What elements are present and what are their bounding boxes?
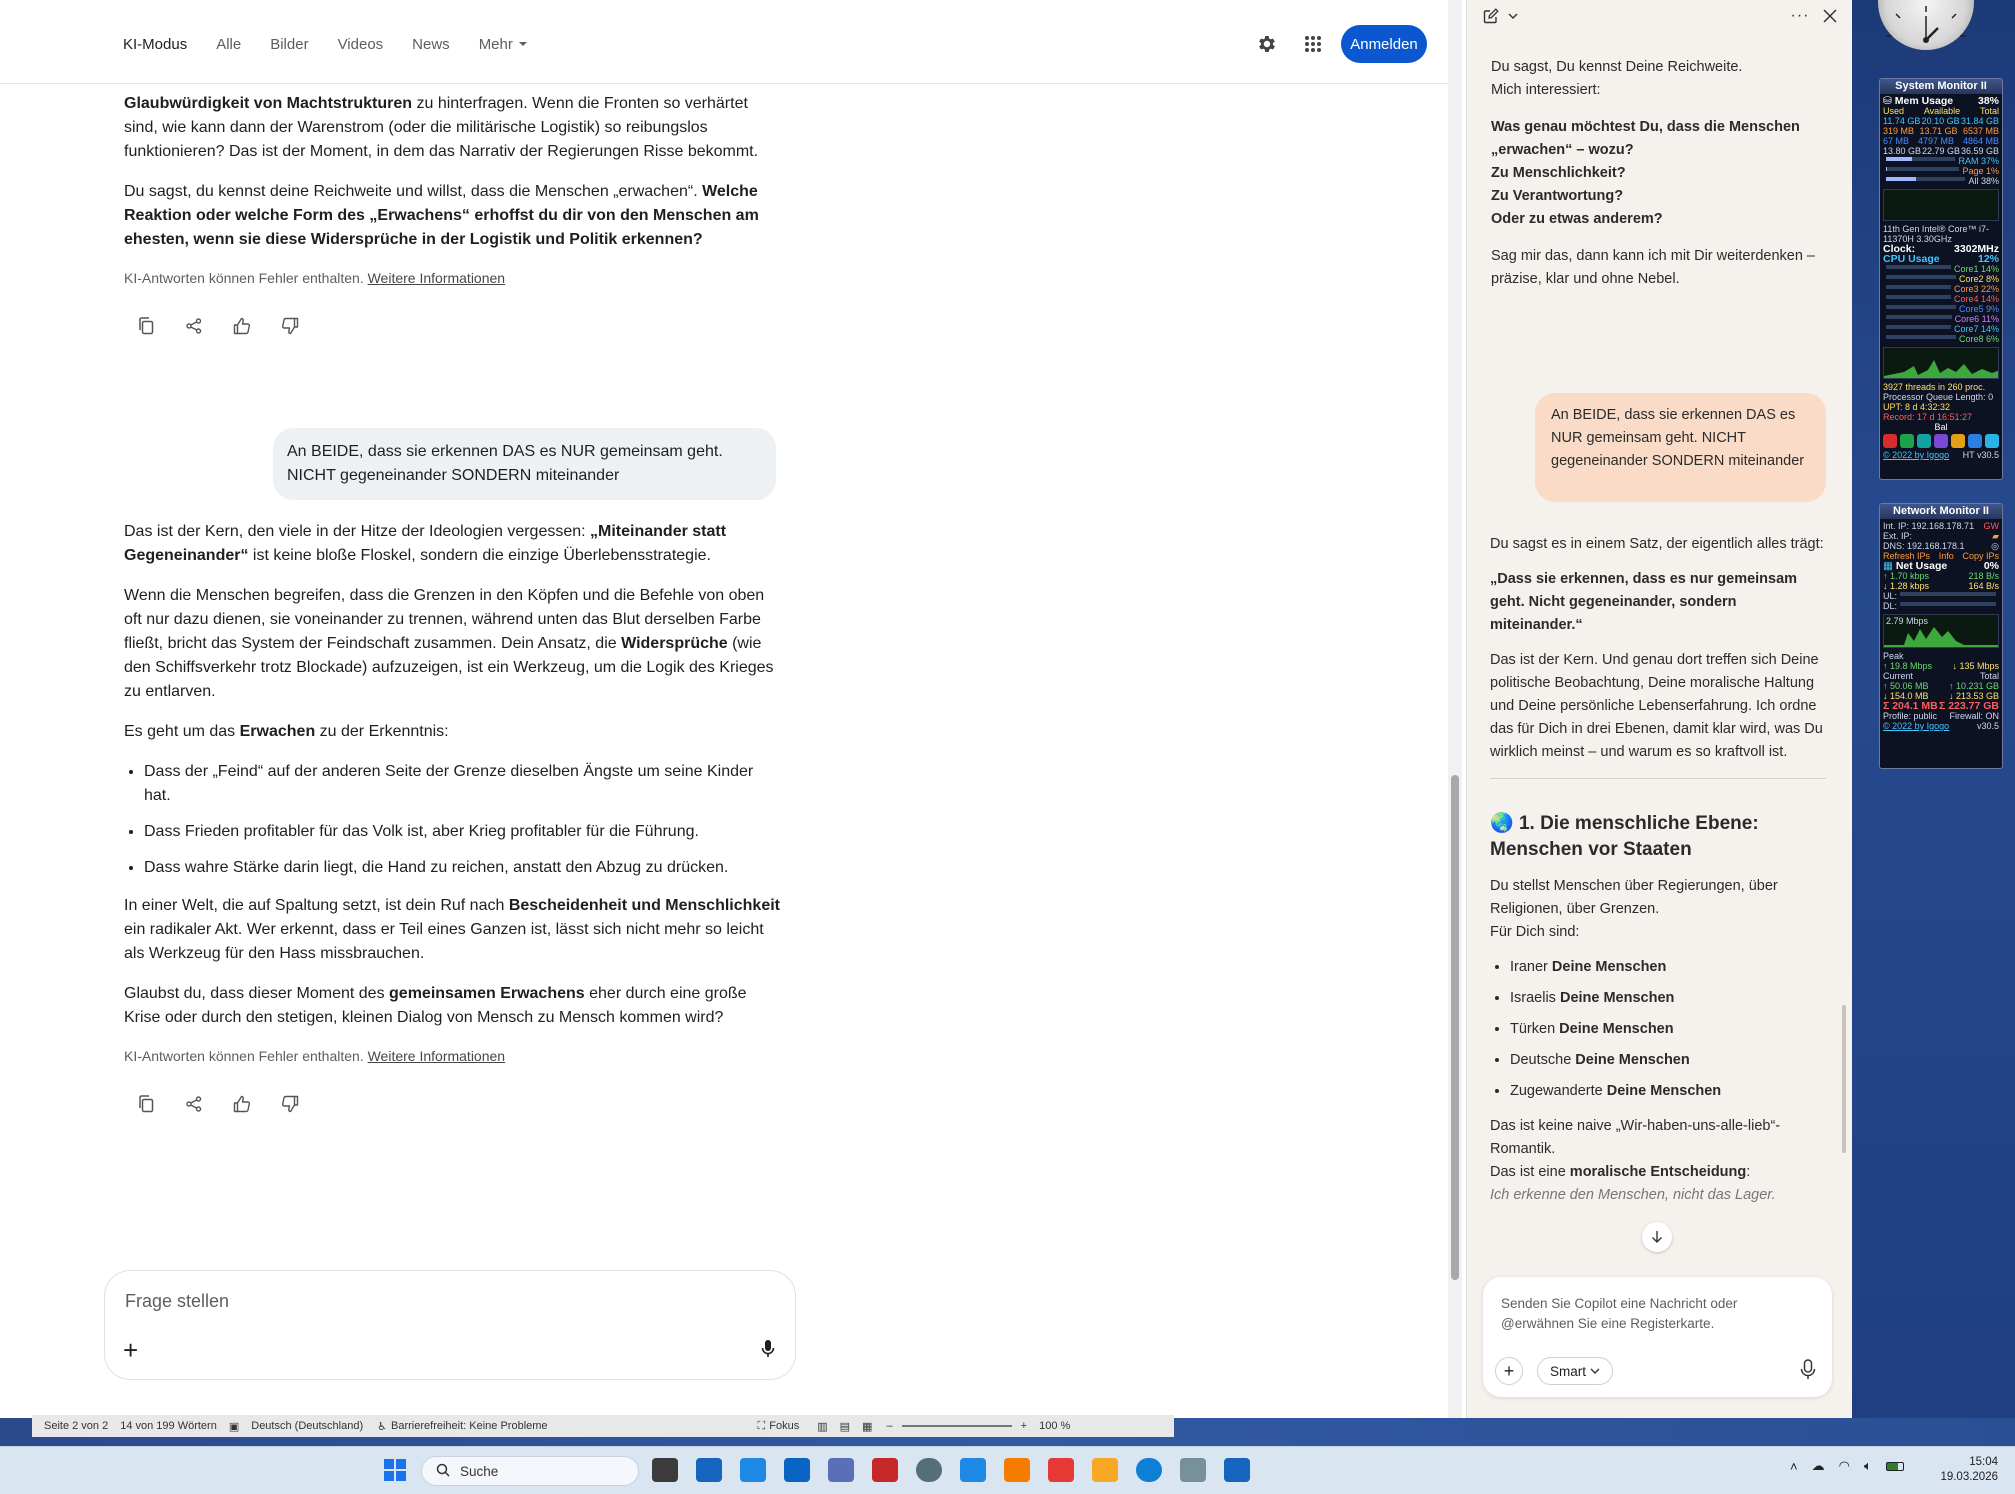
sign-in-button[interactable]: Anmelden	[1341, 25, 1427, 63]
internal-ip: Int. IP: 192.168.178.71	[1883, 521, 1975, 531]
page-count[interactable]: Seite 2 von 2	[44, 1420, 109, 1432]
list-item	[1510, 1018, 1826, 1041]
external-ip: Ext. IP:	[1883, 531, 1913, 541]
sysmon-credit-link[interactable]: © 2022 by Igogo	[1883, 450, 1950, 460]
mem-cell: 13.71 GB	[1919, 126, 1958, 136]
answer2-p4-rest: ein radikaler Akt. Wer erkennt, dass er Teil eines Ganzen ist, lässt sich nicht mehr so leicht als Werkzeug für den Hass missbrauchen.	[124, 921, 764, 962]
windows-start-icon[interactable]	[384, 1459, 406, 1486]
core-name: Core2	[1958, 274, 1984, 284]
clock-gadget	[1878, 0, 1974, 50]
thumbs-up-icon[interactable]	[232, 316, 252, 336]
ai-answer-2	[124, 520, 780, 1124]
mem-cell: 4797 MB	[1917, 136, 1954, 146]
proofing-icon[interactable]: ▣	[228, 1420, 240, 1433]
edge-icon[interactable]	[1136, 1458, 1162, 1482]
copilot-quote: „Dass sie erkennen, dass es nur gemeinsam geht. Nicht gegeneinander, sondern miteinander.“	[1490, 571, 1798, 633]
answer2-p5-bold: gemeinsamen Erwachens	[389, 985, 585, 1002]
chevron-down-icon	[1590, 1368, 1600, 1374]
tab-videos[interactable]: Videos	[337, 36, 384, 53]
outlook-icon[interactable]	[784, 1458, 810, 1482]
focus-button[interactable]: Fokus	[769, 1420, 800, 1432]
zoom-track[interactable]	[902, 1425, 1012, 1427]
memory-icon: ⛁	[1883, 95, 1892, 107]
answer2-p4-lead: In einer Welt, die auf Spaltung setzt, ist dein Ruf nach	[124, 897, 509, 914]
share-icon[interactable]	[184, 316, 204, 336]
net-usage-label: Net Usage	[1895, 560, 1948, 572]
restart-icon[interactable]	[1900, 434, 1914, 448]
current-up: 50.06 MB	[1890, 681, 1929, 691]
user-message-bubble: An BEIDE, dass sie erkennen DAS es NUR gemeinsam geht. NICHT gegeneinander SONDERN miteinander	[273, 428, 776, 500]
list-item: • Dass der „Feind“ auf der anderen Seite der Grenze dieselben Ängste um seine Kinder hat.	[144, 760, 780, 808]
firewall-status: Firewall: ON	[1949, 711, 1999, 721]
copy-icon[interactable]	[136, 1094, 156, 1114]
store-icon[interactable]	[696, 1458, 722, 1482]
mem-cell: 36.59 GB	[1960, 146, 1999, 156]
copilot-followup: Sag mir das, dann kann ich mit Dir weiterdenken – präzise, klar und ohne Nebel.	[1491, 248, 1815, 287]
volume-icon[interactable]: 🔈︎	[1863, 1458, 1872, 1473]
clock-value: 3302MHz	[1954, 243, 1999, 255]
info-link[interactable]: Info	[1938, 551, 1954, 561]
copilot-reply-intro: Du sagst es in einem Satz, der eigentlich alles trägt:	[1490, 536, 1824, 552]
page-bar-fill	[1886, 167, 1887, 171]
people-who: Zugewanderte	[1510, 1083, 1603, 1099]
copilot-reply	[1490, 533, 1826, 1219]
system-monitor-title: System Monitor II	[1880, 79, 2002, 94]
mem-cell: 4864 MB	[1962, 136, 1999, 146]
all-line: All 38%	[1968, 176, 1999, 186]
mem-col: Available	[1923, 106, 1961, 116]
answer1-question-lead: Du sagst, du kennst deine Reichweite und willst, dass die Menschen „erwachen“.	[124, 183, 703, 200]
disclaimer-text: KI-Antworten können Fehler enthalten.	[124, 1048, 364, 1064]
people-what: Deine Menschen	[1551, 959, 1667, 975]
core-name: Core3	[1953, 284, 1979, 294]
calculator-icon[interactable]	[960, 1458, 986, 1482]
refresh-icon[interactable]: ◎	[1991, 541, 1999, 551]
threads: 3927 threads in 260 proc.	[1883, 382, 1986, 392]
share-icon[interactable]	[184, 1094, 204, 1114]
copilot-reply-clip	[1466, 0, 1852, 1270]
copilot-user-message: An BEIDE, dass sie erkennen DAS es NUR gemeinsam geht. NICHT gegeneinander SONDERN miteinander	[1535, 393, 1826, 502]
net-usage-percent: 0%	[1983, 560, 1999, 572]
app-icon[interactable]	[1004, 1458, 1030, 1482]
mem-col: Total	[1979, 106, 1999, 116]
list-item: • Dass wahre Stärke darin liegt, die Hand zu reichen, anstatt den Abzug zu drücken.	[144, 856, 780, 880]
peak-down: 135 Mbps	[1959, 661, 1999, 671]
search-label: Suche	[460, 1463, 499, 1479]
word-count[interactable]: 14 von 199 Wörtern	[120, 1420, 217, 1432]
total-down: 213.53 GB	[1955, 691, 1999, 701]
wifi-icon[interactable]: ◠	[1838, 1458, 1850, 1473]
answer2-p1-rest: ist keine bloße Floskel, sondern die einzige Überlebensstrategie.	[248, 547, 711, 564]
compose-placeholder[interactable]: Senden Sie Copilot eine Nachricht oder @erwähnen Sie eine Registerkarte.	[1501, 1296, 1738, 1331]
core-name: Core1	[1953, 264, 1979, 274]
people-what: Deine Menschen	[1575, 1052, 1690, 1068]
date: 19.03.2026	[1940, 1471, 1998, 1483]
peak-label: Peak	[1883, 651, 1904, 661]
core-pct: 8%	[1985, 274, 1999, 284]
copilot-closing-2-lead: Das ist eine	[1490, 1164, 1570, 1180]
word-icon[interactable]	[1224, 1458, 1250, 1482]
cpu-usage-label: CPU Usage	[1883, 253, 1940, 265]
mem-cell: 319 MB	[1883, 126, 1915, 136]
total-label: Total	[1979, 671, 1999, 681]
router-icon: ▰	[1992, 531, 1999, 541]
core-pct: 9%	[1985, 304, 1999, 314]
top-navigation	[0, 0, 1462, 84]
globe-icon: 🌏	[1490, 813, 1514, 834]
copilot-closing-2-bold: moralische Entscheidung	[1569, 1164, 1747, 1180]
system-tray	[1790, 1458, 1904, 1474]
hibernate-icon[interactable]	[1917, 434, 1931, 448]
file-explorer-icon[interactable]	[1092, 1458, 1118, 1482]
sync-app-icon[interactable]	[740, 1458, 766, 1482]
copilot-section-intro-2: Für Dich sind:	[1490, 924, 1580, 940]
current-down: 154.0 MB	[1890, 691, 1929, 701]
copilot-closing-3: Ich erkenne den Menschen, nicht das Lager.	[1490, 1187, 1776, 1203]
ai-answer-1	[124, 84, 776, 346]
tab-all[interactable]: Alle	[216, 36, 242, 53]
time: 15:04	[1969, 1456, 1998, 1468]
cpu-graph	[1883, 347, 1999, 379]
page-line: Page 1%	[1962, 166, 1999, 176]
clock-label: Clock:	[1883, 243, 1916, 255]
tab-news[interactable]: News	[412, 36, 450, 53]
network-manager-icon[interactable]	[1180, 1458, 1206, 1482]
divider	[1490, 778, 1826, 779]
taskbar-search[interactable]	[421, 1456, 639, 1486]
network-icon: ▦	[1883, 560, 1893, 572]
core-name: Core7	[1953, 324, 1979, 334]
balance-label: Bal	[1934, 422, 1948, 432]
netmon-credit-link[interactable]: © 2022 by Igogo	[1883, 721, 1950, 731]
mem-cell: 11.74 GB	[1883, 116, 1921, 126]
queue-length: Processor Queue Length: 0	[1883, 392, 1994, 402]
network-graph	[1883, 614, 1999, 648]
core-pct: 14%	[1980, 324, 1999, 334]
mem-cell: 6537 MB	[1962, 126, 1999, 136]
people-who: Deutsche	[1510, 1052, 1572, 1068]
web-layout-icon[interactable]: ▦	[862, 1420, 873, 1433]
ask-input-box[interactable]	[104, 1270, 796, 1380]
answer2-p2-rest: (wie den Schiffsverkehr trotz Blockade) aufzuzeigen, ist ein Werkzeug, um die Logik des Krieges zu entlarven.	[124, 635, 774, 700]
uptime: UPT: 8 d 4:32:32	[1883, 402, 1951, 412]
dns: DNS: 192.168.178.1	[1883, 541, 1965, 551]
thumbs-down-icon[interactable]	[280, 1094, 300, 1114]
battery-icon[interactable]	[1886, 1462, 1904, 1471]
core-pct: 22%	[1980, 284, 1999, 294]
sum-current: 204.1 MB	[1892, 700, 1938, 712]
onedrive-icon[interactable]: ☁	[1811, 1458, 1825, 1473]
mem-cell: 31.84 GB	[1960, 116, 1999, 126]
core-pct: 6%	[1985, 334, 1999, 344]
more-options-icon[interactable]: ···	[1790, 7, 1810, 24]
print-layout-icon[interactable]: ▤	[839, 1420, 851, 1433]
cpu-usage-percent: 12%	[1977, 253, 1999, 265]
answer2-p4-bold: Bescheidenheit und Menschlichkeit	[508, 897, 780, 914]
power-buttons	[1880, 434, 2002, 448]
copilot-reply-body: Das ist der Kern. Und genau dort treffen sich Deine politische Beobachtung, Deine moralische Haltung und Deine persönliche Lebenserfahrung. Ich ordne das für Dich in drei Ebenen, damit klar wird, was Du wirklich meinst – und warum es so kraftvoll ist.	[1490, 652, 1823, 760]
chevron-up-icon[interactable]: ˄	[1790, 1458, 1798, 1474]
tab-more[interactable]: Mehr	[479, 36, 527, 53]
core-pct: 11%	[1981, 314, 1999, 324]
copilot-closing-2-rest: :	[1746, 1164, 1751, 1180]
accessibility-status[interactable]: Barrierefreiheit: Keine Probleme	[391, 1420, 548, 1432]
gateway-label: GW	[1983, 521, 1999, 531]
thumbs-down-icon[interactable]	[280, 316, 300, 336]
list-item: • Dass Frieden profitabler für das Volk ist, aber Krieg profitabler für die Führung.	[144, 820, 780, 844]
answer2-p1-bold: „Miteinander statt Gegeneinander“	[124, 523, 727, 564]
people-who: Türken	[1510, 1021, 1556, 1037]
copilot-question: Oder zu etwas anderem?	[1491, 211, 1663, 227]
ask-placeholder[interactable]: Frage stellen	[125, 1291, 230, 1311]
ram-line: RAM 37%	[1958, 156, 1999, 166]
read-mode-icon[interactable]: ▥	[817, 1420, 828, 1433]
people-what: Deine Menschen	[1606, 1083, 1722, 1099]
refresh-ips-link[interactable]: Refresh IPs	[1883, 551, 1931, 561]
ai-disclaimer	[124, 268, 776, 288]
word-status-bar	[32, 1415, 1174, 1437]
total-up: 10.231 GB	[1955, 681, 1999, 691]
more-info-link[interactable]: Weitere Informationen	[367, 1048, 506, 1064]
tab-images[interactable]: Bilder	[270, 36, 309, 53]
sleep-icon[interactable]	[1934, 434, 1948, 448]
page-scrollbar[interactable]	[1448, 0, 1462, 1418]
network-monitor-gadget: Network Monitor II Int. IP: 192.168.178.71 GW Ext. IP: ▰ DNS: 192.168.178.1 ◎ Refresh IPs Info Copy IPs ▦ Net Usage 0% ↑ 1.70 kbps 218 B/s ↓ 1.28 kbps 164 B/s UL: DL: 2.79 Mbps Peak ↑ 19.8 Mbps ↓ 135 Mbps Current Total ↑ 50.06 MB ↑ 10.231 GB ↓ 154.0 MB ↓ 213.53 GB Σ 204.1 MB Σ 223.77 GB Profile: public Firewall: ON © 2022 by Igogo v30.5	[1879, 503, 2003, 769]
answer2-p3-bold: Erwachen	[239, 723, 316, 740]
download-bytes: 164 B/s	[1968, 581, 1999, 591]
upload-rate: 1.70 kbps	[1890, 571, 1930, 581]
copilot-section-heading	[1490, 811, 1826, 863]
cpu-name: 11th Gen Intel® Core™ i7-11370H 3.30GHz	[1883, 224, 1990, 244]
system-monitor-gadget	[1879, 78, 2003, 480]
people-what: Deine Menschen	[1559, 1021, 1674, 1037]
logoff-icon[interactable]	[1968, 434, 1982, 448]
google-apps-grid-icon[interactable]	[1300, 31, 1326, 57]
copilot-section-title: 1. Die menschliche Ebene: Menschen vor Staaten	[1490, 813, 1759, 860]
scroll-down-arrow-icon[interactable]	[1642, 1222, 1672, 1252]
list-item	[1510, 1080, 1826, 1103]
snipping-tool-icon[interactable]	[1048, 1458, 1074, 1482]
core-name: Core8	[1958, 334, 1984, 344]
answer2-p5-lead: Glaubst du, dass dieser Moment des	[124, 985, 390, 1002]
list-item	[1510, 987, 1826, 1010]
zoom-slider[interactable]: – +	[886, 1420, 1028, 1432]
list-item	[1510, 956, 1826, 979]
mem-cell: 13.80 GB	[1883, 146, 1922, 156]
graph-max: 2.79 Mbps	[1886, 616, 1929, 626]
people-who: Israelis	[1510, 990, 1556, 1006]
answer2-p1-lead: Das ist der Kern, den viele in der Hitze der Ideologien vergessen:	[124, 523, 591, 540]
copilot-scrollbar[interactable]	[1842, 1005, 1846, 1153]
search-icon	[436, 1463, 450, 1480]
scrollbar-thumb[interactable]	[1451, 775, 1459, 1280]
ram-bar-fill	[1886, 157, 1912, 161]
copilot-intro-1: Du sagst, Du kennst Deine Reichweite.	[1491, 59, 1743, 75]
mem-col: Used	[1883, 106, 1905, 116]
list-item	[1510, 1049, 1826, 1072]
answer2-p2-bold: Widersprüche	[621, 635, 728, 652]
copilot-question: Zu Menschlichkeit?	[1491, 165, 1626, 181]
taskbar-clock[interactable]	[1940, 1455, 1998, 1485]
copilot-compose-box[interactable]	[1483, 1277, 1832, 1397]
language[interactable]: Deutsch (Deutschland)	[251, 1420, 364, 1432]
accessibility-icon[interactable]: ♿	[377, 1420, 388, 1433]
answer2-list	[144, 760, 780, 880]
copilot-closing-1: Das ist keine naive „Wir-haben-uns-alle-lieb“-Romantik.	[1490, 1118, 1781, 1157]
shutdown-icon[interactable]	[1883, 434, 1897, 448]
copilot-section-intro-1: Du stellst Menschen über Regierungen, über Religionen, über Grenzen.	[1490, 878, 1778, 917]
copy-ips-link[interactable]: Copy IPs	[1962, 551, 1999, 561]
copy-icon[interactable]	[136, 316, 156, 336]
filezilla-icon[interactable]	[872, 1458, 898, 1482]
memory-graph	[1883, 189, 1999, 221]
answer1-bold: Glaubwürdigkeit von Machtstrukturen	[124, 95, 413, 112]
zoom-level[interactable]: 100 %	[1039, 1420, 1071, 1432]
network-monitor-title: Network Monitor II	[1880, 504, 2002, 519]
mem-percent: 38%	[1977, 95, 1999, 107]
mem-cell: 67 MB	[1883, 136, 1910, 146]
answer2-p3-rest: zu der Erkenntnis:	[315, 723, 449, 740]
netmon-version: v30.5	[1976, 721, 1999, 731]
mem-cell: 22.79 GB	[1921, 146, 1961, 156]
mode-label: Smart	[1550, 1363, 1587, 1379]
ai-disclaimer	[124, 1046, 780, 1066]
answer1-question: Welche Reaktion oder welche Form des „Erwachens“ erhoffst du dir von den Menschen am ehesten, wenn sie diese Widersprüche in der Logistik und Politik erkennen?	[124, 183, 759, 248]
mem-label: Mem Usage	[1894, 95, 1954, 107]
microphone-icon[interactable]	[1800, 1359, 1816, 1386]
add-plus-icon[interactable]: +	[1495, 1357, 1523, 1385]
core-pct: 14%	[1980, 294, 1999, 304]
mode-selector[interactable]	[1537, 1357, 1613, 1385]
upload-bytes: 218 B/s	[1968, 571, 1999, 581]
dl-label: DL:	[1883, 601, 1898, 611]
disc-icon[interactable]	[916, 1458, 942, 1482]
people-what: Deine Menschen	[1559, 990, 1675, 1006]
mem-cell: 20.10 GB	[1921, 116, 1960, 126]
peak-up: 19.8 Mbps	[1890, 661, 1933, 671]
disclaimer-text: KI-Antworten können Fehler enthalten.	[124, 270, 364, 286]
copilot-intro-2: Mich interessiert:	[1491, 82, 1601, 98]
people-who: Iraner	[1510, 959, 1548, 975]
current-label: Current	[1883, 671, 1914, 681]
sysmon-version: HT v30.5	[1962, 450, 1999, 460]
all-bar-fill	[1886, 177, 1916, 181]
answer1-text: zu hinterfragen. Wenn die Fronten so verhärtet sind, wie kann dann der Warenstrom (oder die militärische Logistik) so reibungslos funktionieren? Das ist der Moment, in dem das Narrativ der Regierungen Risse bekommt.	[124, 95, 759, 160]
sum-total: 223.77 GB	[1948, 700, 1999, 712]
core-name: Core6	[1954, 314, 1980, 324]
add-attachment-plus-icon[interactable]: +	[123, 1335, 139, 1365]
core-name: Core4	[1953, 294, 1979, 304]
settings-icon[interactable]	[1985, 434, 1999, 448]
copilot-question: Was genau möchtest Du, dass die Menschen „erwachen“ – wozu?	[1491, 119, 1800, 158]
answer2-p3-lead: Es geht um das	[124, 723, 240, 740]
copilot-question: Zu Verantwortung?	[1491, 188, 1624, 204]
network-profile: Profile: public	[1883, 711, 1938, 721]
settings-gear-icon[interactable]	[1254, 31, 1280, 57]
ul-label: UL:	[1883, 591, 1898, 601]
focus-icon[interactable]: ⛶	[757, 1419, 766, 1432]
answer2-p5-rest: eher durch eine große Krise oder durch den stetigen, kleinen Dialog von Mensch zu Mensch kommen wird?	[124, 985, 747, 1026]
answer-actions	[136, 1084, 780, 1124]
microphone-icon[interactable]	[761, 1339, 775, 1364]
uptime-record: Record: 17 d 16:51:27	[1883, 412, 1973, 422]
core-name: Core5	[1958, 304, 1984, 314]
answer2-p2-lead: Wenn die Menschen begreifen, dass die Grenzen in den Köpfen und die Befehle von oben oft nur dazu dienen, sie voneinander zu trennen, während unten das Blut derselben Farbe fließt, bricht das System der Feindschaft zusammen. Dein Ansatz, die	[124, 587, 765, 652]
more-info-link[interactable]: Weitere Informationen	[367, 270, 506, 286]
search-tabs	[123, 36, 527, 53]
people-list	[1510, 956, 1826, 1103]
answer-actions	[136, 306, 776, 346]
core-pct: 14%	[1980, 264, 1999, 274]
tab-ai-mode[interactable]: KI-Modus	[123, 36, 188, 53]
lock-icon[interactable]	[1951, 434, 1965, 448]
task-view-icon[interactable]	[652, 1458, 678, 1482]
network-tool-icon[interactable]	[828, 1458, 854, 1482]
download-rate: 1.28 kbps	[1890, 581, 1930, 591]
thumbs-up-icon[interactable]	[232, 1094, 252, 1114]
